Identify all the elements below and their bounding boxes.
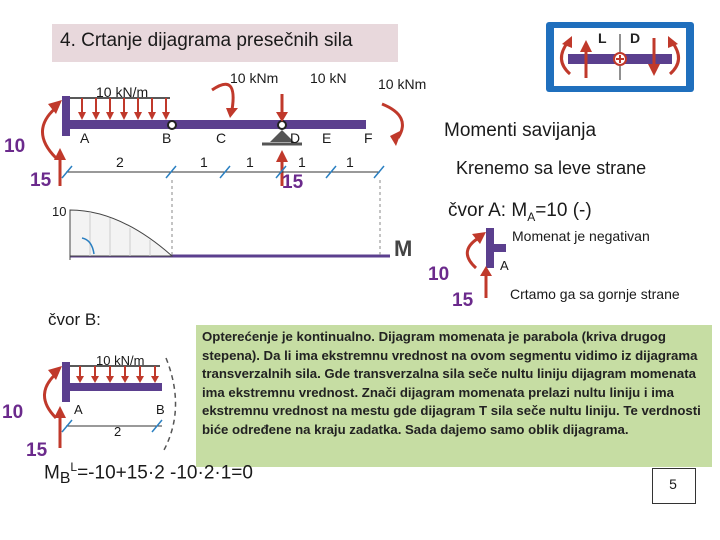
page-number: 5 (669, 476, 677, 492)
fixed-end (62, 96, 70, 136)
section-heading: Momenti savijanja (444, 120, 597, 141)
moment-c-label: 10 kNm (230, 70, 279, 86)
point-b-label: B (162, 130, 172, 146)
node-a-point: A (500, 258, 509, 273)
moment-diagram-label: M (394, 236, 413, 261)
moment-c-arrow (212, 84, 233, 110)
beam (66, 120, 366, 129)
sign-left-label: L (598, 30, 607, 46)
page-title: 4. Crtanje dijagrama presečnih sila (60, 30, 353, 51)
segment-length-de: 1 (298, 154, 306, 170)
node-b-force-value: 15 (26, 440, 48, 461)
node-a-force-value: 15 (452, 290, 474, 311)
node-b-label: čvor B: (48, 310, 101, 329)
support-reaction-value: 15 (282, 172, 304, 193)
negative-moment-note: Momenat je negativan (512, 228, 650, 244)
moment-b-formula: $M_B^L=-10+15\cdot 2$ -10·2·1=0 (44, 460, 253, 488)
point-e-label: E (322, 130, 332, 146)
point-f-label: F (364, 130, 373, 146)
moment-value-label: 10 (52, 204, 67, 219)
force-d-label: 10 kN (310, 70, 347, 86)
moment-parabola (70, 210, 172, 256)
node-a-moment: čvor A: $M_A=10$ (-) (448, 200, 592, 224)
segment-length-bc: 1 (200, 154, 208, 170)
left-moment-value: 10 (4, 136, 26, 157)
section-subheading: Krenemo sa leve strane (456, 158, 647, 178)
node-b-point-b: B (156, 402, 165, 417)
segment-length-ef: 1 (346, 154, 354, 170)
node-b-load-label: 10 kN/m (96, 353, 145, 368)
left-force-value: 15 (30, 170, 52, 191)
distributed-load-arrows (82, 98, 166, 114)
node-b-moment-value: 10 (2, 402, 24, 423)
node-a-drawing (446, 224, 508, 300)
draw-upper-note: Crtamo ga sa gornje strane (510, 286, 680, 302)
node-a-moment-value: 10 (428, 264, 450, 285)
node-b-point-a: A (74, 402, 83, 417)
segment-length-cd: 1 (246, 154, 254, 170)
point-c-label: C (216, 130, 227, 146)
explanation-text: Opterećenje je kontinualno. Dijagram momenata je parabola (kriva drugog stepena). Da li ima ekstremnu vrednost na ovom segmentu vidimo iz dijagrama transverzalnih sila. Gde transverzalna sila seče nultu liniju dijagram momenata ima ekstremnu vrednost. Znači dijagram momenata prelazi nultu liniju i ima ekstremnu vrednost na mestu gde dijagram T sila seče nultu liniju. Te verdnosti biće određene na kraju zadatka. Sada dajemo samo oblik dijagrama. (202, 329, 701, 437)
moment-e-label: 10 kNm (378, 76, 427, 92)
sign-right-label: D (630, 30, 641, 46)
point-d-label: D (290, 130, 301, 146)
left-moment-arrow (42, 106, 58, 158)
sign-convention-drawing (546, 22, 694, 92)
beam-diagram (0, 60, 440, 320)
point-a-label: A (80, 130, 90, 146)
hinge-d (278, 121, 286, 129)
node-b-length: 2 (114, 424, 122, 439)
load-label: 10 kN/m (96, 84, 149, 100)
segment-length-ab: 2 (116, 154, 124, 170)
hinge-b (168, 121, 176, 129)
